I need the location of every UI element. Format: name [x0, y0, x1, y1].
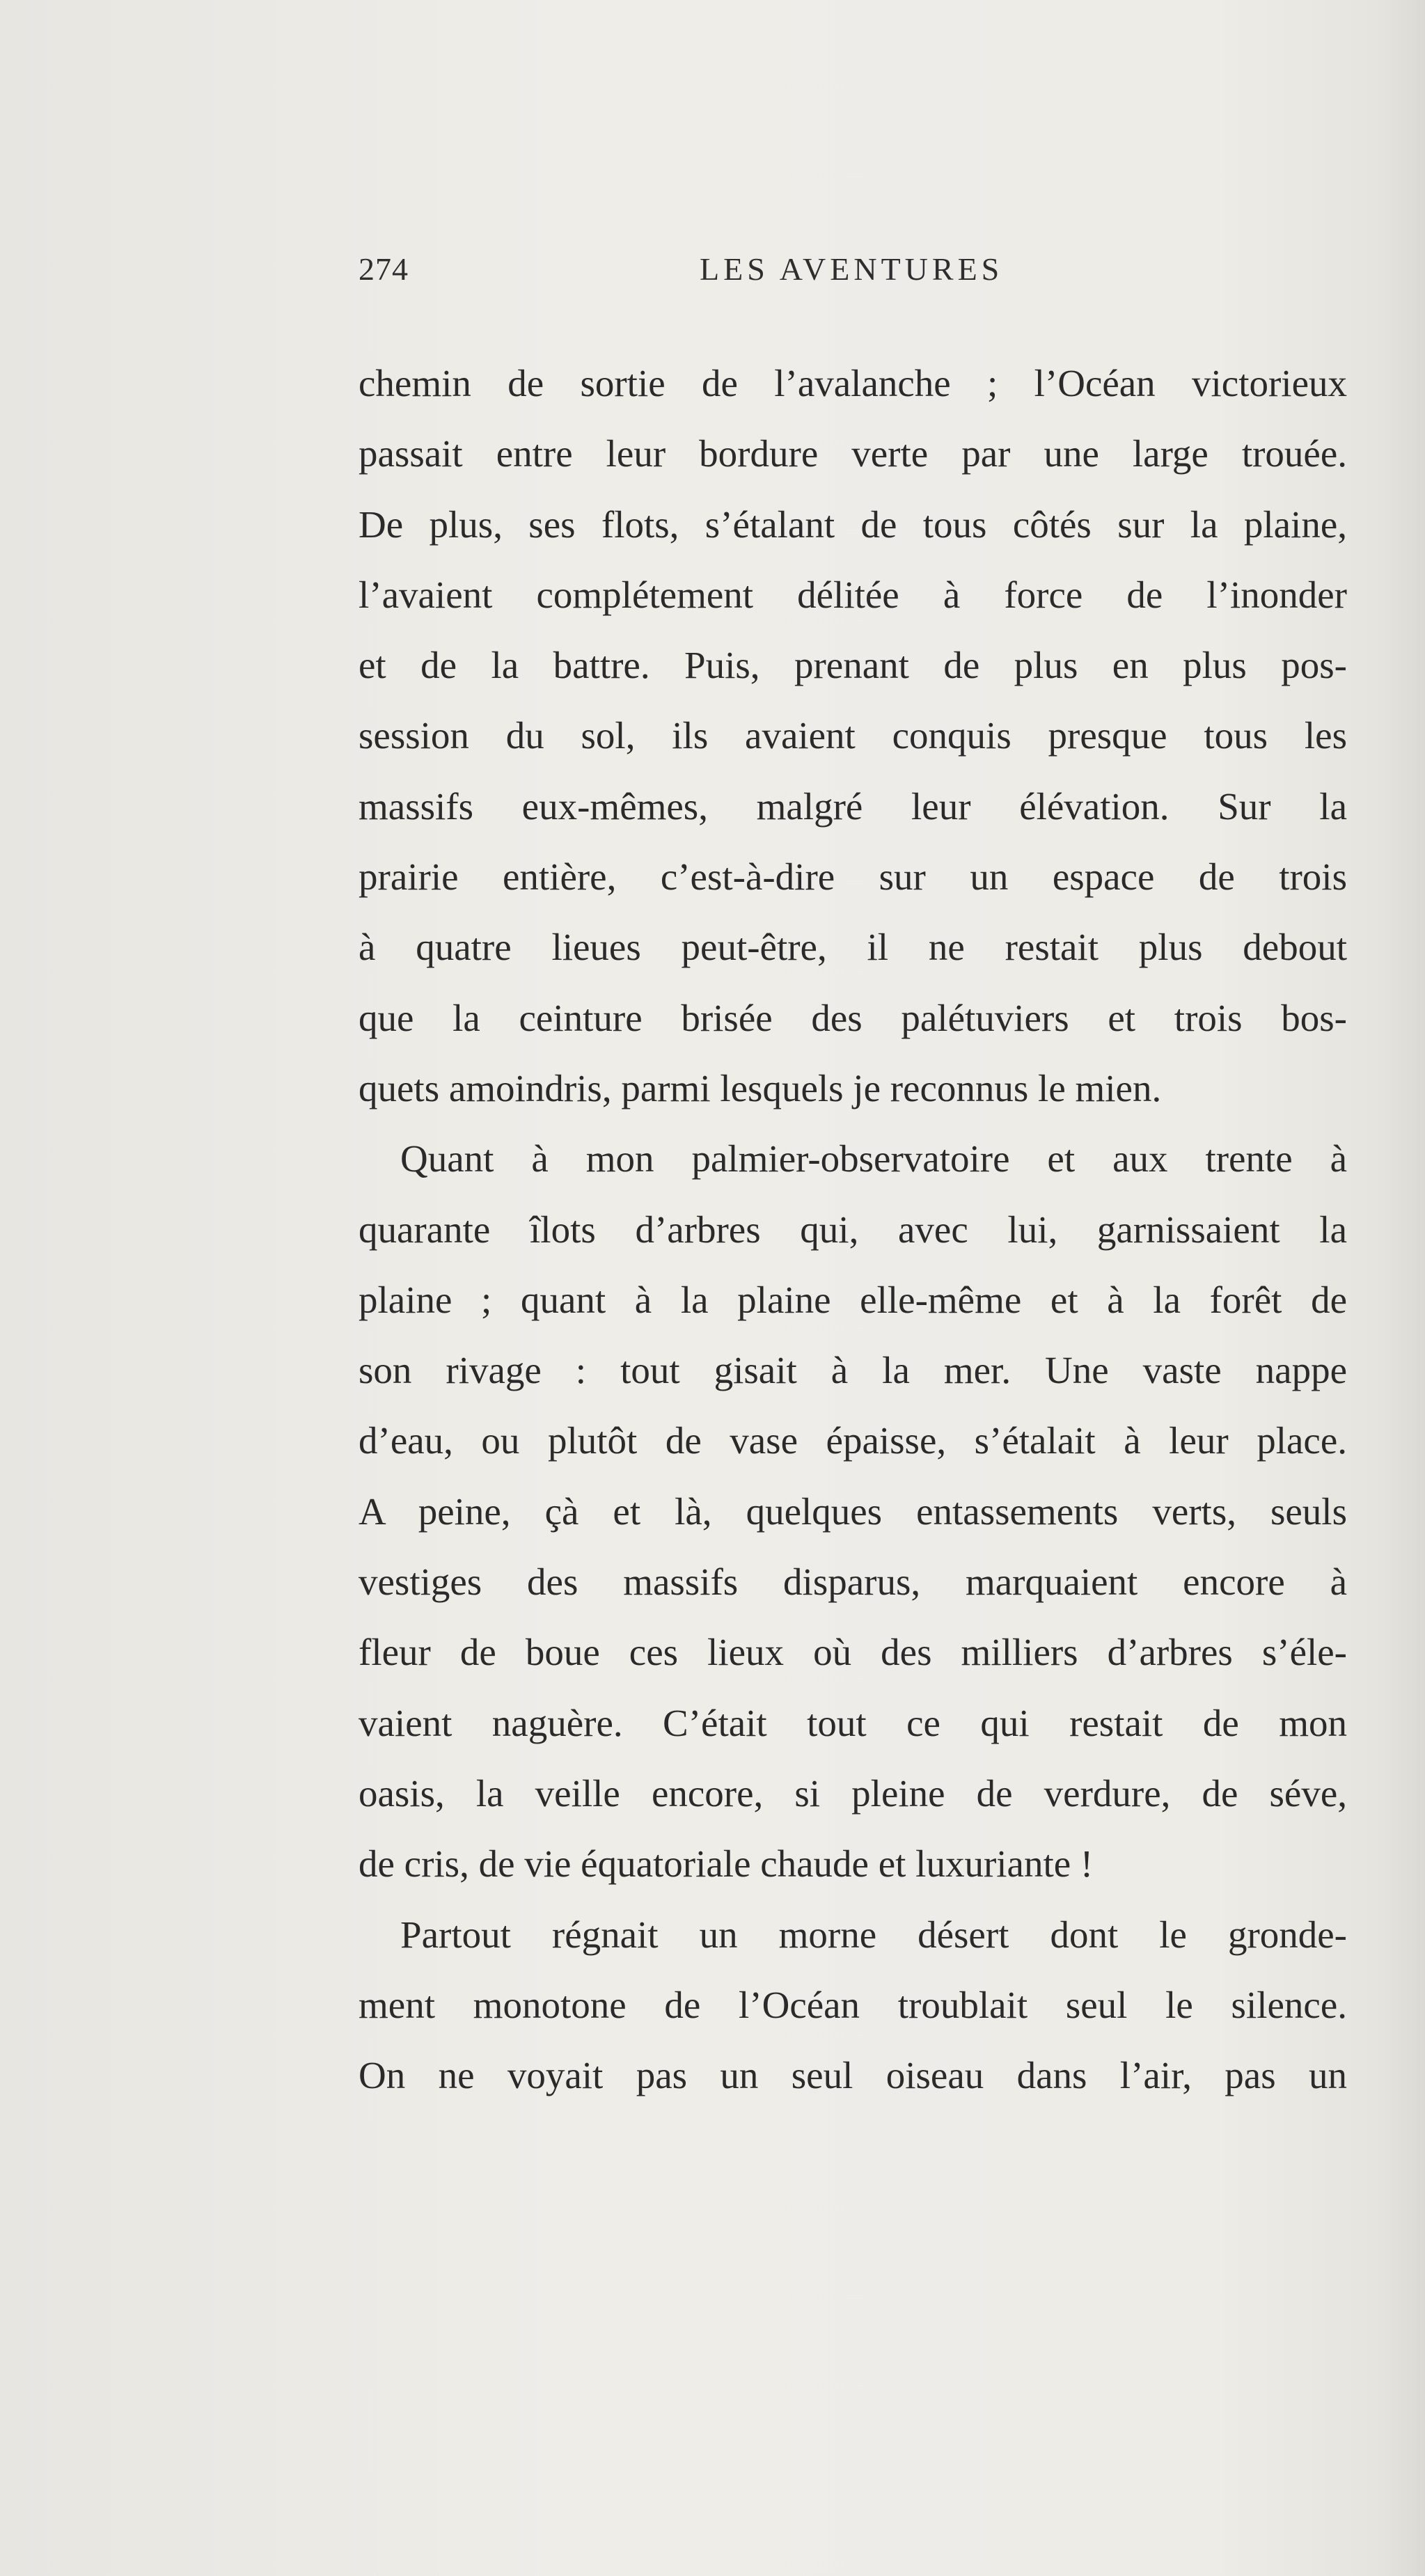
text-line: passait entre leur bordure verte par une large trouée. — [359, 432, 1347, 475]
page-edge-shadow — [1376, 0, 1425, 2576]
text-line: l’avaient complétement délitée à force de l’inonder — [359, 573, 1347, 616]
text-line: plaine ; quant à la plaine elle-même et à la forêt de — [359, 1278, 1347, 1321]
text-line: De plus, ses flots, s’étalant de tous côtés sur la plaine, — [359, 503, 1347, 546]
text-line: de cris, de vie équatoriale chaude et luxuriante ! — [359, 1842, 1094, 1886]
text-line: chemin de sortie de l’avalanche ; l’Océan victorieux — [359, 362, 1347, 404]
text-line: et de la battre. Puis, prenant de plus en plus pos- — [359, 644, 1347, 687]
text-line: que la ceinture brisée des palétuviers et trois bos- — [359, 996, 1347, 1039]
text-line: à quatre lieues peut-être, il ne restait plus debout — [359, 926, 1347, 969]
paragraph-first-line: Partout régnait un morne désert dont le gronde- — [400, 1913, 1347, 1956]
text-line: vestiges des massifs disparus, marquaient encore à — [359, 1560, 1347, 1604]
text-line: A peine, çà et là, quelques entassements verts, seuls — [359, 1490, 1347, 1533]
text-line: quets amoindris, parmi lesquels je reconnus le mien. — [359, 1066, 1162, 1109]
paragraph-first-line: Quant à mon palmier-observatoire et aux trente à — [400, 1137, 1347, 1180]
text-line: fleur de boue ces lieux où des milliers d’arbres s’éle- — [359, 1631, 1347, 1674]
text-line: quarante îlots d’arbres qui, avec lui, garnissaient la — [359, 1208, 1347, 1251]
text-line: oasis, la veille encore, si pleine de verdure, de séve, — [359, 1771, 1347, 1815]
text-line: On ne voyait pas un seul oiseau dans l’air, pas un — [359, 2054, 1347, 2097]
text-line: d’eau, ou plutôt de vase épaisse, s’étalait à leur place. — [359, 1419, 1347, 1462]
text-line: massifs eux-mêmes, malgré leur élévation. Sur la — [359, 784, 1347, 828]
text-line: prairie entière, c’est-à-dire sur un espace de trois — [359, 855, 1347, 899]
page-header — [359, 245, 1347, 294]
body-text — [359, 348, 1347, 2110]
text-line: son rivage : tout gisait à la mer. Une vaste nappe — [359, 1349, 1347, 1392]
text-line: vaient naguère. C’était tout ce qui restait de mon — [359, 1701, 1347, 1744]
text-line: session du sol, ils avaient conquis presque tous les — [359, 714, 1347, 757]
text-line: ment monotone de l’Océan troublait seul le silence. — [359, 1983, 1347, 2026]
running-head: LES AVENTURES — [700, 251, 1004, 287]
page-number: 274 — [359, 251, 409, 287]
